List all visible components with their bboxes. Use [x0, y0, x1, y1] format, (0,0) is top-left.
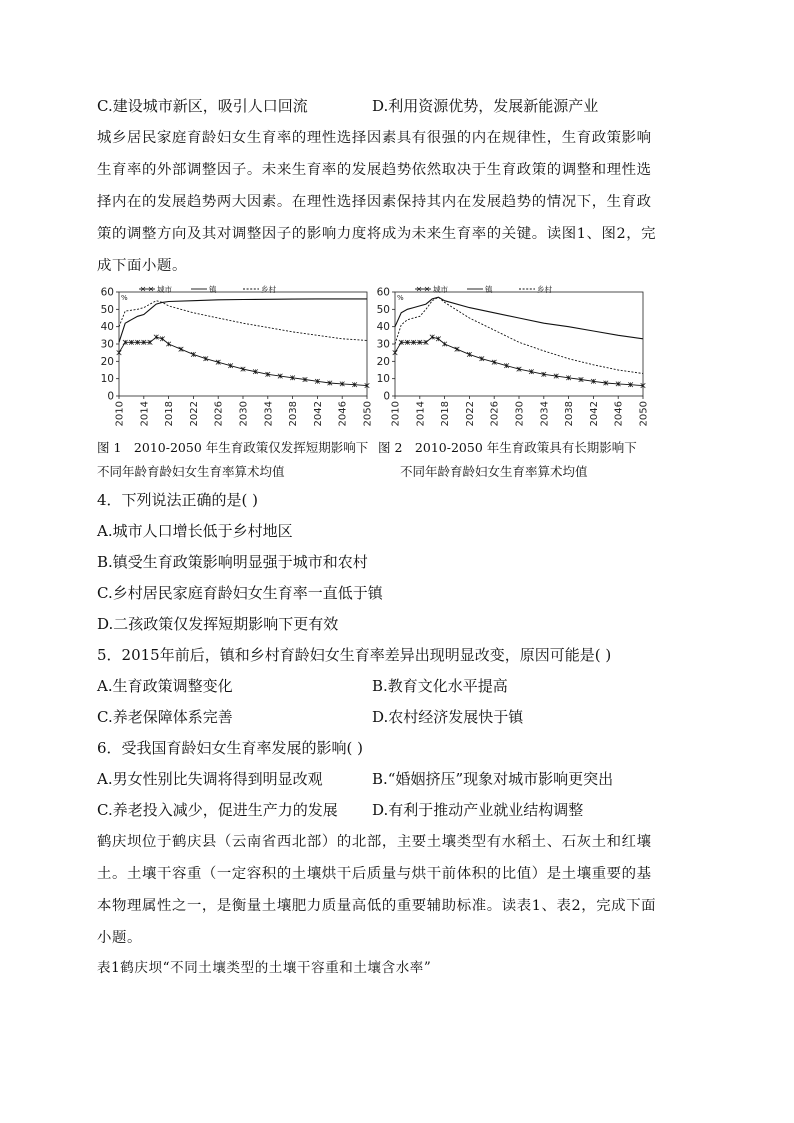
- q5-option-b: B.教育文化水平提高: [372, 677, 508, 695]
- x-tick-label: 2018: [440, 401, 452, 427]
- y-axis-unit: %: [121, 294, 128, 302]
- figure-2-caption-line1: 图 2 2010-2050 年生育政策具有长期影响下: [378, 440, 637, 455]
- y-tick-label: 40: [376, 321, 390, 334]
- x-tick-label: 2030: [238, 401, 250, 427]
- q6-option-d: D.有利于推动产业就业结构调整: [372, 801, 584, 819]
- passage-line: 本物理属性之一，是衡量土壤肥力质量高低的重要辅助标准。读表1、表2，完成下面: [97, 898, 657, 914]
- x-tick-label: 2018: [164, 401, 176, 427]
- legend-label-镇: 镇: [209, 285, 217, 294]
- x-tick-label: 2034: [539, 401, 551, 427]
- legend: [139, 284, 276, 294]
- x-tick-label: 2026: [489, 401, 501, 427]
- plot-frame: [119, 292, 367, 396]
- figure-1-caption-line1: 图 1 2010-2050 年生育政策仅发挥短期影响下: [97, 440, 369, 455]
- passage-line: 小题。: [97, 930, 142, 946]
- q4-stem: 4．下列说法正确的是( ): [97, 491, 259, 509]
- x-tick-label: 2042: [312, 401, 324, 427]
- city-marker: [393, 350, 398, 355]
- figure-1-chart: [92, 282, 377, 432]
- x-tick-label: 2014: [415, 401, 427, 427]
- x-tick-label: 2026: [213, 401, 225, 427]
- city-marker: [191, 352, 196, 357]
- x-tick-label: 2022: [188, 401, 200, 427]
- y-tick-label: 10: [100, 373, 114, 386]
- y-tick-label: 30: [376, 338, 390, 351]
- series-line-乡村: [119, 301, 367, 341]
- legend-label-城市: 城市: [157, 285, 172, 294]
- passage-line: 鹤庆坝位于鹤庆县（云南省西北部）的北部，主要土壤类型有水稻土、石灰土和红壤: [97, 834, 652, 850]
- city-marker: [467, 352, 472, 357]
- q4-option-b: B.镇受生育政策影响明显强于城市和农村: [97, 553, 368, 571]
- series-line-城市: [395, 337, 643, 386]
- q3-option-d: D.利用资源优势，发展新能源产业: [372, 97, 599, 115]
- x-tick-label: 2010: [114, 401, 126, 427]
- q6-option-c: C.养老投入减少，促进生产力的发展: [97, 801, 338, 819]
- series-line-镇: [395, 297, 643, 339]
- city-marker: [442, 342, 447, 347]
- x-tick-label: 2030: [514, 401, 526, 427]
- q5-option-c: C.养老保障体系完善: [97, 708, 233, 726]
- figure-1-caption-line2: 不同年龄育龄妇女生育率算术均值: [97, 464, 285, 479]
- figure-1-svg: [92, 282, 377, 432]
- y-tick-label: 0: [107, 390, 114, 403]
- legend: [415, 284, 552, 294]
- city-marker: [166, 342, 171, 347]
- series-line-城市: [119, 337, 367, 386]
- intro-line: 生育率的外部调整因子。未来生育率的发展趋势依然取决于生育政策的调整和理性选: [97, 162, 652, 178]
- intro-line: 成下面小题。: [97, 258, 187, 274]
- y-tick-label: 50: [376, 303, 390, 316]
- x-tick-label: 2046: [613, 401, 625, 427]
- figure-2-caption-line2: 不同年龄育龄妇女生育率算术均值: [400, 464, 588, 479]
- q5-option-d: D.农村经济发展快于镇: [372, 708, 524, 726]
- y-tick-label: 0: [383, 390, 390, 403]
- x-tick-label: 2010: [390, 401, 402, 427]
- x-tick-label: 2050: [362, 401, 374, 427]
- q4-option-a: A.城市人口增长低于乡村地区: [97, 522, 293, 540]
- x-tick-label: 2022: [464, 401, 476, 427]
- intro-line: 择内在的发展趋势两大因素。在理性选择因素保持其内在发展趋势的情况下，生育政: [97, 194, 652, 210]
- x-tick-label: 2042: [588, 401, 600, 427]
- x-tick-label: 2046: [337, 401, 349, 427]
- city-marker: [154, 335, 159, 340]
- city-marker: [430, 335, 435, 340]
- y-tick-label: 60: [376, 286, 390, 299]
- city-marker: [179, 347, 184, 352]
- intro-line: 城乡居民家庭育龄妇女生育率的理性选择因素具有很强的内在规律性，生育政策影响: [97, 130, 652, 146]
- x-tick-label: 2014: [139, 401, 151, 427]
- plot-frame: [395, 292, 643, 396]
- q6-option-a: A.男女性别比失调将得到明显改观: [97, 770, 323, 788]
- city-marker: [455, 347, 460, 352]
- q4-option-c: C.乡村居民家庭育龄妇女生育率一直低于镇: [97, 584, 383, 602]
- legend-label-乡村: 乡村: [261, 285, 276, 294]
- x-tick-label: 2050: [638, 401, 650, 427]
- y-tick-label: 40: [100, 321, 114, 334]
- table-1-caption: 表1鹤庆坝“不同土壤类型的土壤干容重和土壤含水率”: [97, 960, 432, 976]
- y-tick-label: 60: [100, 286, 114, 299]
- city-marker: [117, 350, 122, 355]
- intro-line: 策的调整方向及其对调整因子的影响力度将成为未来生育率的关键。读图1、图2，完: [97, 226, 657, 242]
- legend-label-乡村: 乡村: [537, 285, 552, 294]
- legend-label-镇: 镇: [485, 285, 493, 294]
- y-tick-label: 30: [100, 338, 114, 351]
- y-tick-label: 10: [376, 373, 390, 386]
- q5-option-a: A.生育政策调整变化: [97, 677, 233, 695]
- x-tick-label: 2038: [288, 401, 300, 427]
- passage-line: 土。土壤干容重（一定容积的土壤烘干后质量与烘干前体积的比值）是土壤重要的基: [97, 866, 652, 882]
- y-tick-label: 50: [100, 303, 114, 316]
- y-axis-unit: %: [397, 294, 404, 302]
- legend-label-城市: 城市: [433, 285, 448, 294]
- figure-2-chart: [368, 282, 653, 432]
- y-tick-label: 20: [100, 355, 114, 368]
- q6-stem: 6．受我国育龄妇女生育率发展的影响( ): [97, 739, 364, 757]
- q5-stem: 5．2015年前后，镇和乡村育龄妇女生育率差异出现明显改变，原因可能是( ): [97, 646, 612, 664]
- q3-option-c: C.建设城市新区，吸引人口回流: [97, 97, 308, 115]
- x-tick-label: 2034: [263, 401, 275, 427]
- figure-2-svg: [368, 282, 653, 432]
- q6-option-b: B.“婚姻挤压”现象对城市影响更突出: [372, 770, 614, 788]
- q4-option-d: D.二孩政策仅发挥短期影响下更有效: [97, 615, 339, 633]
- y-tick-label: 20: [376, 355, 390, 368]
- x-tick-label: 2038: [564, 401, 576, 427]
